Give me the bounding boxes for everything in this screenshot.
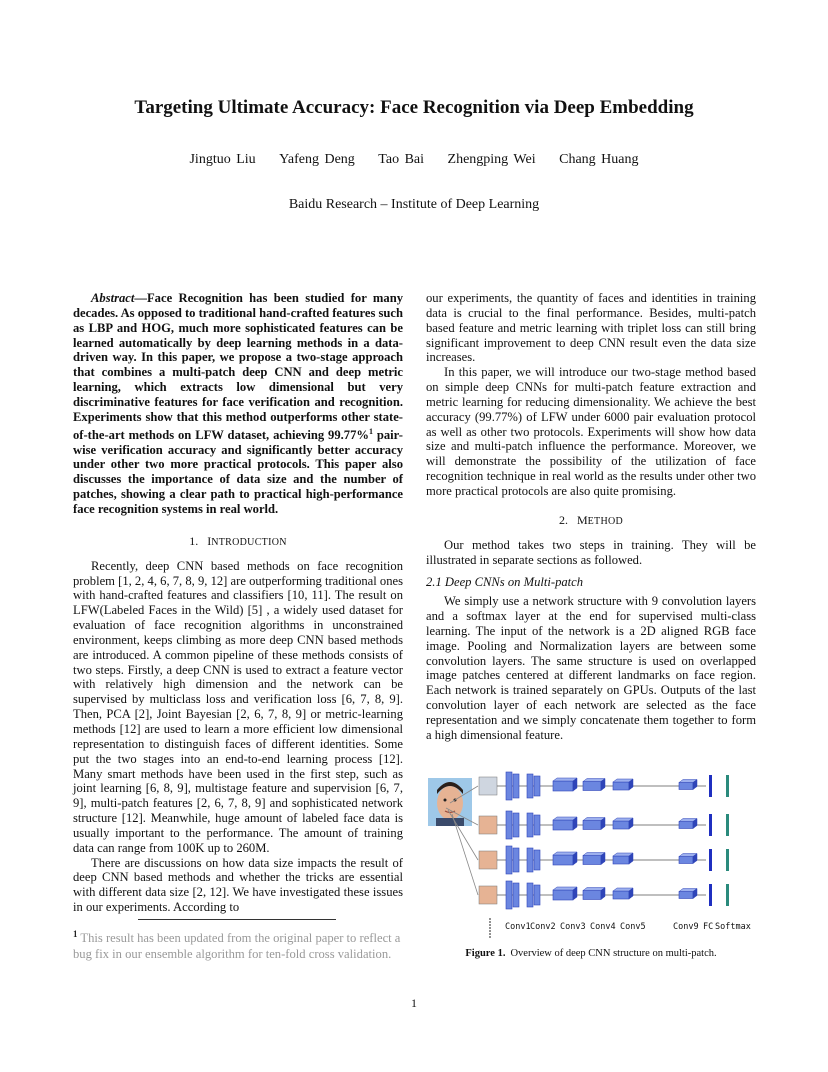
conv-layer-block [583,821,601,830]
abstract [73,291,403,517]
patch-image [479,777,497,795]
section-heading-introduction [73,534,403,551]
subsection-heading: 2.1 Deep CNNs on Multi-patch [426,575,584,590]
layer-label-conv4: Conv4 [590,922,616,932]
fc-layer-bar [709,884,712,906]
abstract-text-continued: pair-wise verification accuracy and significantly better accuracy under other two more practical protocols. This paper also discusses the importance of data size and the number of patches, showing a clear path to practical high-performance face recognition systems in real world. [73,427,403,516]
layer-label-conv3: Conv3 [560,922,586,932]
section-title-initial: I [207,533,212,548]
paper-title: Targeting Ultimate Accuracy: Face Recognition via Deep Embedding [134,97,694,118]
conv-layer-block [583,891,601,900]
conv-layer-block [513,813,519,837]
figure-caption [426,948,756,959]
fc-layer-bar [709,814,712,836]
section-number: 1. [189,533,199,548]
page-number: 1 [411,996,417,1010]
conv-layer-block [679,783,693,790]
patch-image [479,886,497,904]
conv-layer-block [527,813,533,837]
conv-layer-block [506,772,512,800]
section-title-initial: M [576,512,588,527]
layer-label-conv2: Conv2 [530,922,556,932]
layer-label-conv5: Conv5 [620,922,646,932]
softmax-layer-bar [726,814,729,836]
patch-image [479,816,497,834]
patch-image [479,851,497,869]
footnote-text: This result has been updated from the original paper to reflect a bug fix in our ensemble algorithm for ten-fold cross validation. [73,931,401,961]
conv-layer-block [613,891,629,899]
abstract-dash: — [134,291,147,305]
footnote [73,927,403,962]
intro-paragraph: Recently, deep CNN based methods on face recognition problem [1, 2, 4, 6, 7, 8, 9, 12] are outperforming traditional ones with hand-crafted features and classifiers [10, 11]. The result on LFW(Labeled Faces in the Wild) [5] , a widely used dataset for evaluation of face recognition algorithms in unconstrained environment, keeps climbing as more deep CNN based methods are introduced. A common pipeline of these methods consists of two steps. Firstly, a deep CNN is used to extract a feature vector with relatively high dimension and the network can be supervised by multiclass loss and verification loss [6, 7, 8, 9]. Then, PCA [2], Joint Bayesian [2, 6, 7, 8, 9] or metric-learning methods [12] are used to learn a more efficient low dimensional representation to distinguish faces of different identities. Some put the two stages into an end-to-end learning process [12]. Many smart methods have been used in the first step, such as joint learning [6, 8, 9], multistage feature and supervision [6, 7, 9], multi-patch features [2, 6, 7, 8, 9] and sophisticated network structure [12]. Meanwhile, huge amount of labeled face data is usually important to the performance. The amount of training data can range from 100K up to 260M. [73,558,403,855]
conv-layer-block [583,782,601,791]
layer-labels [505,922,751,932]
conv-layer-block [613,782,629,790]
body-paragraph: our experiments, the quantity of faces and identities in training data is crucial to the final performance. Besides, multi-patch based feature and metric learning with triplet loss can still bring significant improvement to deep CNN result even the data size increases. [426,291,756,365]
conv-layer-block [534,885,540,905]
fc-layer-bar [709,775,712,797]
fc-layer-bar [709,849,712,871]
abstract-label: Abstract [91,291,135,305]
conv-layer-block [613,821,629,829]
conv-layer-block [534,776,540,796]
footnote-number: 1 [73,929,78,939]
conv-layer-block [513,848,519,872]
conv-layer-block [583,856,601,865]
author-name: Jingtuo Liu [189,152,256,167]
cnn-structure-figure [426,770,756,942]
figure-caption-text: Overview of deep CNN structure on multi-patch. [510,948,717,959]
conv-layer-block [553,820,573,830]
conv-layer-block [506,811,512,839]
section-number: 2. [558,512,568,527]
conv-layer-block [534,815,540,835]
conv-layer-block [513,883,519,907]
softmax-layer-bar [726,884,729,906]
conv-layer-block [527,883,533,907]
author-list [0,152,828,168]
conv-layer-block [679,892,693,899]
method-paragraph: Our method takes two steps in training. They will be illustrated in separate sections as followed. [426,537,756,567]
network-rows [479,772,729,909]
author-name: Zhengping Wei [447,152,536,167]
section-title-rest: NTRODUCTION [211,536,287,548]
layer-label-conv1: Conv1 [505,922,531,932]
affiliation: Baidu Research – Institute of Deep Learning [288,197,540,212]
author-name: Chang Huang [559,152,639,167]
layer-label-conv9: Conv9 [673,922,699,932]
conv-layer-block [506,881,512,909]
intro-paragraph: There are discussions on how data size impacts the result of deep CNN based methods and whether the tricks are essential with different data size [2, 12]. We have investigated these issues in our experiments. According to [73,855,403,915]
layer-label-fc: FC [703,922,714,932]
right-column [426,291,756,743]
conv-layer-block [527,774,533,798]
softmax-layer-bar [726,775,729,797]
continuation-dots [489,918,491,938]
footnote-rule [138,919,336,920]
conv-layer-block [679,857,693,864]
section-title-rest: ETHOD [587,515,624,527]
section-heading-method [426,513,756,530]
subsection-paragraph: We simply use a network structure with 9 convolution layers and a softmax layer at the end for supervised multi-class learning. The input of the network is a 2D aligned RGB face image. Pooling and Normalization layers are between some convolution layers. The same structure is used on overlapped image patches centered at different landmarks on face region. Each network is trained separately on GPUs. Outputs of the last convolution layer of each network are selected as the face representation and we simply concatenate them together to form a high dimensional feature. [426,594,756,742]
author-name: Tao Bai [378,152,425,167]
figure-label: Figure 1. [465,948,506,959]
body-paragraph: In this paper, we will introduce our two-stage method based on simple deep CNNs for multi-patch feature extraction and metric learning for reducing dimensionality. We achieve the best accuracy (99.77%) of LFW under 6000 pair evaluation protocol as well as other two protocols. Experiments will show how data size and multi-patch influence the performance. Moreover, we will demonstrate the possibility of the utilization of face recognition technique in real world as the results under other two more practical protocols are also quite promising. [426,365,756,498]
conv-layer-block [513,774,519,798]
conv-layer-block [534,850,540,870]
author-name: Yafeng Deng [279,152,355,167]
conv-layer-block [679,822,693,829]
layer-label-softmax: Softmax [715,922,751,932]
conv-layer-block [553,890,573,900]
footnote-marker: 1 [368,426,373,436]
conv-layer-block [506,846,512,874]
abstract-text: Face Recognition has been studied for many decades. As opposed to traditional hand-crafted features such as LBP and HOG, much more sophisticated features can be learned automatically by deep learning methods in a data-driven way. In this paper, we propose a two-stage approach that combines a multi-patch deep CNN and deep metric learning, which extracts low dimensional but very discriminative features for face verification and recognition. Experiments show that this method outperforms other state-of-the-art methods on LFW dataset, achieving 99.77% [73,291,404,442]
face-image [428,778,472,826]
softmax-layer-bar [726,849,729,871]
conv-layer-block [553,855,573,865]
conv-layer-block [527,848,533,872]
conv-layer-block [613,856,629,864]
conv-layer-block [553,781,573,791]
left-column [73,291,403,915]
